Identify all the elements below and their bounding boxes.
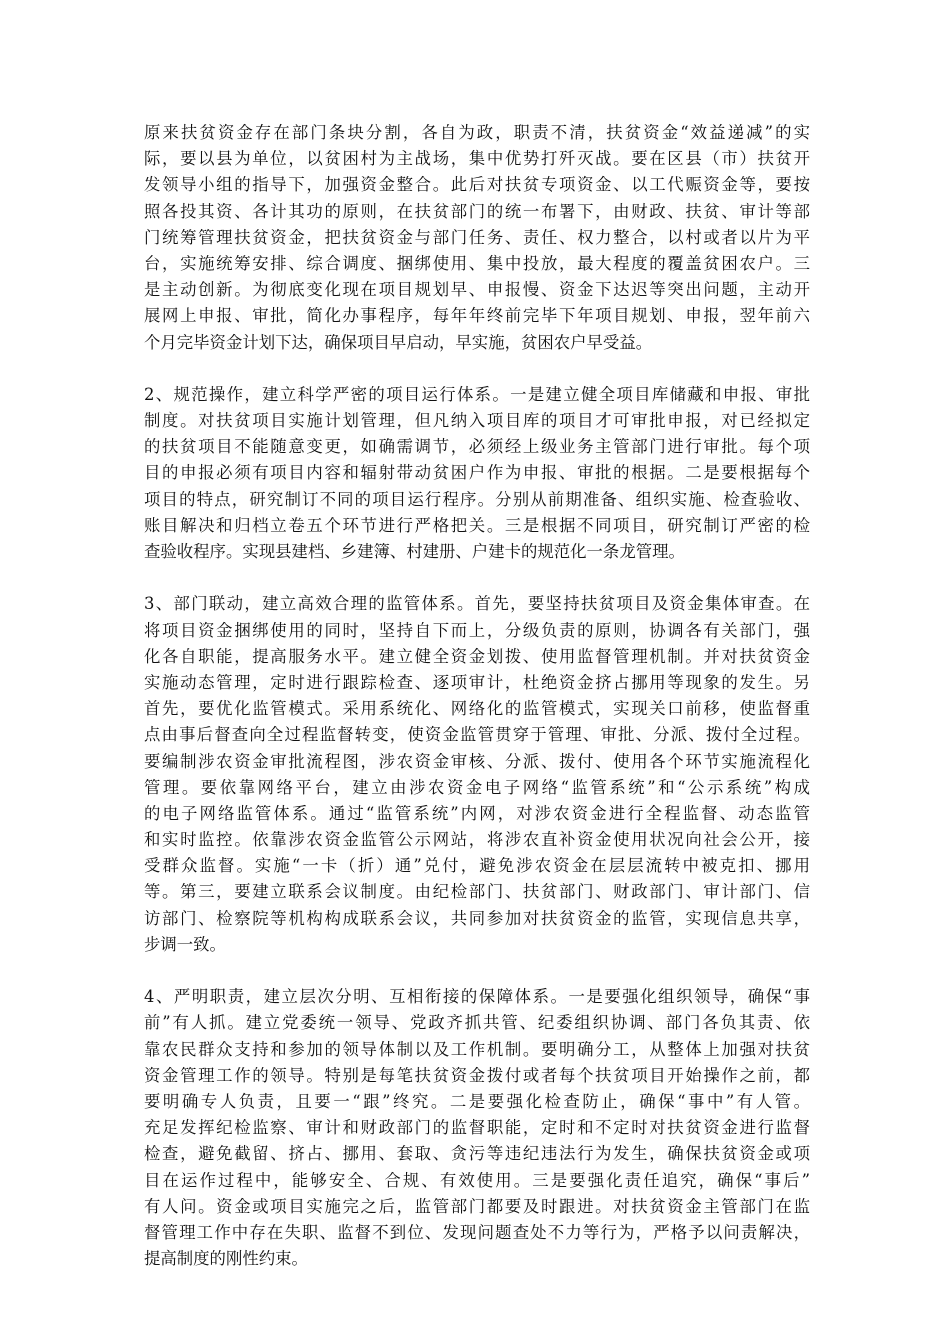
paragraph-section-2 [144,382,810,565]
text-line: 管理。要依靠网络平台，建立由涉农资金电子网络“监管系统”和“公示系统”构成 [144,777,810,797]
text-line: 目的申报必须有项目内容和辐射带动贫困户作为申报、审批的根据。二是要根据每个 [144,463,810,483]
text-line: 靠农民群众支持和参加的领导体制以及工作机制。要明确分工，从整体上加强对扶贫 [144,1039,810,1059]
text-line: 是主动创新。为彻底变化现在项目规划早、申报慢、资金下达迟等突出问题，主动开 [144,280,810,300]
text-line: 有人问。资金或项目实施完之后，监管部门都要及时跟进。对扶贫资金主管部门在监 [144,1196,810,1216]
text-line: 的电子网络监管体系。通过“监管系统”内网，对涉农资金进行全程监督、动态监管 [144,803,810,823]
text-line: 原来扶贫资金存在部门条块分割，各自为政，职责不清，扶贫资金“效益递减”的实 [144,123,810,142]
text-line: 督管理工作中存在失职、监督不到位、发现问题查处不力等行为，严格予以问责解决， [144,1222,810,1242]
text-line: 要编制涉农资金审批流程图，涉农资金审核、分派、拨付、使用各个环节实施流程化 [144,751,810,771]
text-line: 访部门、检察院等机构构成联系会议，共同参加对扶贫资金的监管，实现信息共享， [144,908,810,928]
text-line: 展网上申报、审批，简化办事程序，每年年终前完毕下年项目规划、申报，翌年前六 [144,306,810,326]
text-line: 和实时监控。依靠涉农资金监管公示网站，将涉农直补资金使用状况向社会公开，接 [144,830,810,850]
text-line: 照各投其资、各计其功的原则，在扶贫部门的统一布署下，由财政、扶贫、审计等部 [144,201,810,221]
text-line: 化各自职能，提高服务水平。建立健全资金划拨、使用监督管理机制。并对扶贫资金 [144,646,810,666]
text-line: 充足发挥纪检监察、审计和财政部门的监督职能，定时和不定时对扶贫资金进行监督 [144,1118,810,1138]
text-line: 步调一致。 [144,934,226,954]
text-line: 门统筹管理扶贫资金，把扶贫资金与部门任务、责任、权力整合，以村或者以片为平 [144,227,810,247]
text-line: 项目的特点，研究制订不同的项目运行程序。分别从前期准备、组织实施、检查验收、 [144,489,810,509]
text-line: 际，要以县为单位，以贫困村为主战场，集中优势打歼灭战。要在区县（市）扶贫开 [144,149,810,169]
text-line: 发领导小组的指导下，加强资金整合。此后对扶贫专项资金、以工代赈资金等，要按 [144,175,810,195]
text-line: 4、严明职责，建立层次分明、互相衔接的保障体系。一是要强化组织领导，确保“事 [144,987,810,1007]
text-line: 要明确专人负责，且要一“跟”终究。二是要强化检查防止，确保“事中”有人管。 [144,1091,810,1111]
text-line: 等。第三，要建立联系会议制度。由纪检部门、扶贫部门、财政部门、审计部门、信 [144,882,810,902]
text-line: 前”有人抓。建立党委统一领导、党政齐抓共管、纪委组织协调、部门各负其责、依 [144,1013,810,1033]
text-line: 提高制度的刚性约束。 [144,1249,308,1269]
text-line: 点由事后督查向全过程监督转变，使资金监管贯穿于管理、审批、分派、拨付全过程。 [144,725,810,745]
text-line: 实施动态管理，定时进行跟踪检查、逐项审计，杜绝资金挤占挪用等现象的发生。另 [144,672,810,692]
text-line: 台，实施统筹安排、综合调度、捆绑使用、集中投放，最大程度的覆盖贫困农户。三 [144,253,810,273]
text-line: 3、部门联动，建立高效合理的监管体系。首先，要坚持扶贫项目及资金集体审查。在 [144,594,810,614]
text-line: 受群众监督。实施“一卡（折）通”兑付，避免涉农资金在层层流转中被克扣、挪用 [144,856,810,876]
text-line: 2、规范操作，建立科学严密的项目运行体系。一是建立健全项目库储藏和申报、审批 [144,384,810,404]
paragraph-section-3 [144,591,810,958]
text-line: 将项目资金捆绑使用的同时，坚持自下而上，分级负责的原则，协调各有关部门，强 [144,620,810,640]
text-line: 制度。对扶贫项目实施计划管理，但凡纳入项目库的项目才可审批申报，对已经拟定 [144,411,810,431]
text-line: 的扶贫项目不能随意变更，如确需调节，必须经上级业务主管部门进行审批。每个项 [144,437,810,457]
text-line: 个月完毕资金计划下达，确保项目早启动，早实施，贫困农户早受益。 [144,332,653,352]
text-line: 首先，要优化监管模式。采用系统化、网络化的监管模式，实现关口前移，使监督重 [144,699,810,719]
text-line: 查验收程序。实现县建档、乡建簿、村建册、户建卡的规范化一条龙管理。 [144,542,685,561]
text-line: 资金管理工作的领导。特别是每笔扶贫资金拨付或者每个扶贫项目开始操作之前，都 [144,1065,810,1085]
document-page [144,120,810,1272]
paragraph-spacer [144,356,810,382]
paragraph-section-4 [144,984,810,1272]
paragraph-spacer [144,958,810,984]
paragraph-spacer [144,565,810,591]
text-line: 账目解决和归档立卷五个环节进行严格把关。三是根据不同项目，研究制订严密的检 [144,515,810,535]
text-line: 检查，避免截留、挤占、挪用、套取、贪污等违纪违法行为发生，确保扶贫资金或项 [144,1144,810,1164]
text-line: 目在运作过程中，能够安全、合规、有效使用。三是要强化责任追究，确保“事后” [144,1170,810,1190]
paragraph-intro-continued [144,120,810,356]
